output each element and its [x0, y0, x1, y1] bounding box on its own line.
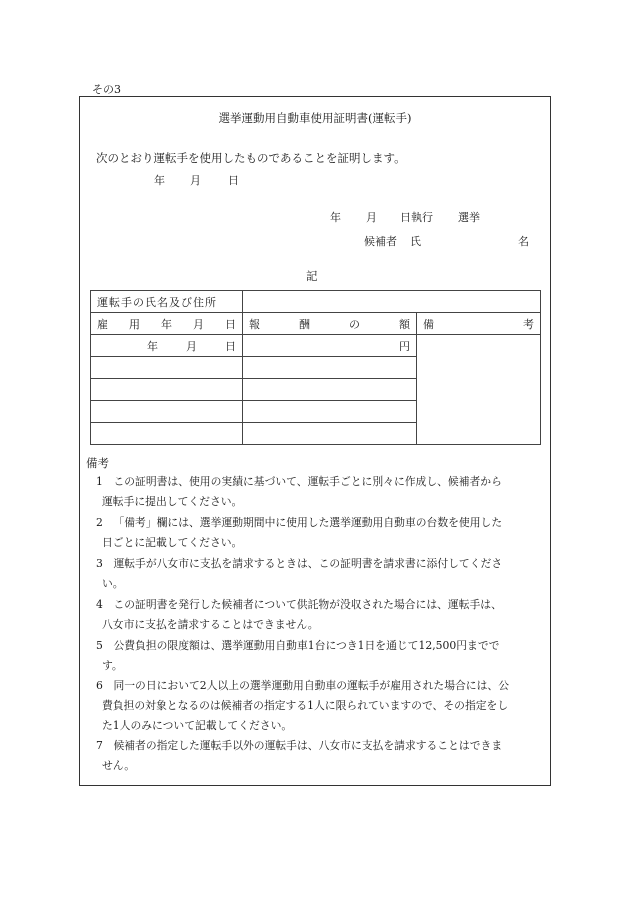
driver-row	[91, 291, 541, 313]
employment-date-cell[interactable]	[91, 401, 243, 423]
usage-table	[90, 290, 541, 445]
date-month: 月	[190, 174, 201, 187]
certification-statement: 次のとおり運転手を使用したものであることを証明します。	[96, 151, 406, 165]
election-day-exec: 日執行	[400, 211, 433, 224]
employment-date-cell[interactable]: 年 月 日	[91, 335, 243, 357]
candidate-shi: 氏	[410, 235, 421, 248]
note-item: 3 運転手が八女市に支払を請求するときは、この証明書を請求書に添付してくださ い。	[96, 557, 503, 590]
employment-date-header: 雇 用 年 月 日	[91, 313, 243, 335]
employment-date-cell[interactable]	[91, 379, 243, 401]
remuneration-cell[interactable]	[243, 379, 417, 401]
header-row	[91, 313, 541, 335]
remuneration-header: 報 酬 の 額	[243, 313, 417, 335]
employment-date-cell[interactable]	[91, 423, 243, 445]
remuneration-cell[interactable]	[243, 357, 417, 379]
date-year: 年	[154, 174, 165, 187]
remuneration-cell[interactable]	[243, 423, 417, 445]
table-row	[91, 335, 541, 357]
note-item: 5 公費負担の限度額は、選挙運動用自動車1台につき1日を通じて12,500円までで す。	[96, 639, 500, 672]
election-month: 月	[366, 211, 377, 224]
remuneration-cell[interactable]	[243, 401, 417, 423]
note-item: 1 この証明書は、使用の実績に基づいて、運転手ごとに別々に作成し、候補者から 運転手に提出してください。	[96, 475, 502, 508]
note-item: 2 「備考」欄には、選挙運動期間中に使用した選挙運動用自動車の台数を使用した 日ごとに記載してください。	[96, 516, 503, 549]
driver-value-cell[interactable]	[243, 291, 541, 313]
candidate-label: 候補者	[364, 235, 397, 248]
note-item: 7 候補者の指定した運転手以外の運転手は、八女市に支払を請求することはできま せん。	[96, 739, 503, 772]
election-label: 選挙	[458, 211, 480, 224]
candidate-mei: 名	[518, 235, 529, 248]
note-item: 4 この証明書を発行した候補者について供託物が没収された場合には、運転手は、 八女市に支払を請求することはできません。	[96, 598, 502, 631]
page-label: その3	[92, 83, 121, 96]
form-title: 選挙運動用自動車使用証明書(運転手)	[218, 111, 412, 125]
remarks-header: 備 考	[417, 313, 541, 335]
employment-date-cell[interactable]	[91, 357, 243, 379]
remarks-cell[interactable]	[417, 335, 541, 445]
driver-label: 運転手の氏名及び住所	[91, 291, 243, 313]
date-day: 日	[228, 174, 239, 187]
remuneration-cell[interactable]: 円	[243, 335, 417, 357]
ki-label: 記	[306, 269, 318, 283]
election-year: 年	[330, 211, 341, 224]
note-item: 6 同一の日において2人以上の選挙運動用自動車の運転手が雇用された場合には、公 費負担の対象となるのは候補者の指定する1人に限られていますので、その指定をし た1人のみについて記載してください。	[96, 679, 509, 732]
notes-heading: 備考	[86, 456, 109, 470]
